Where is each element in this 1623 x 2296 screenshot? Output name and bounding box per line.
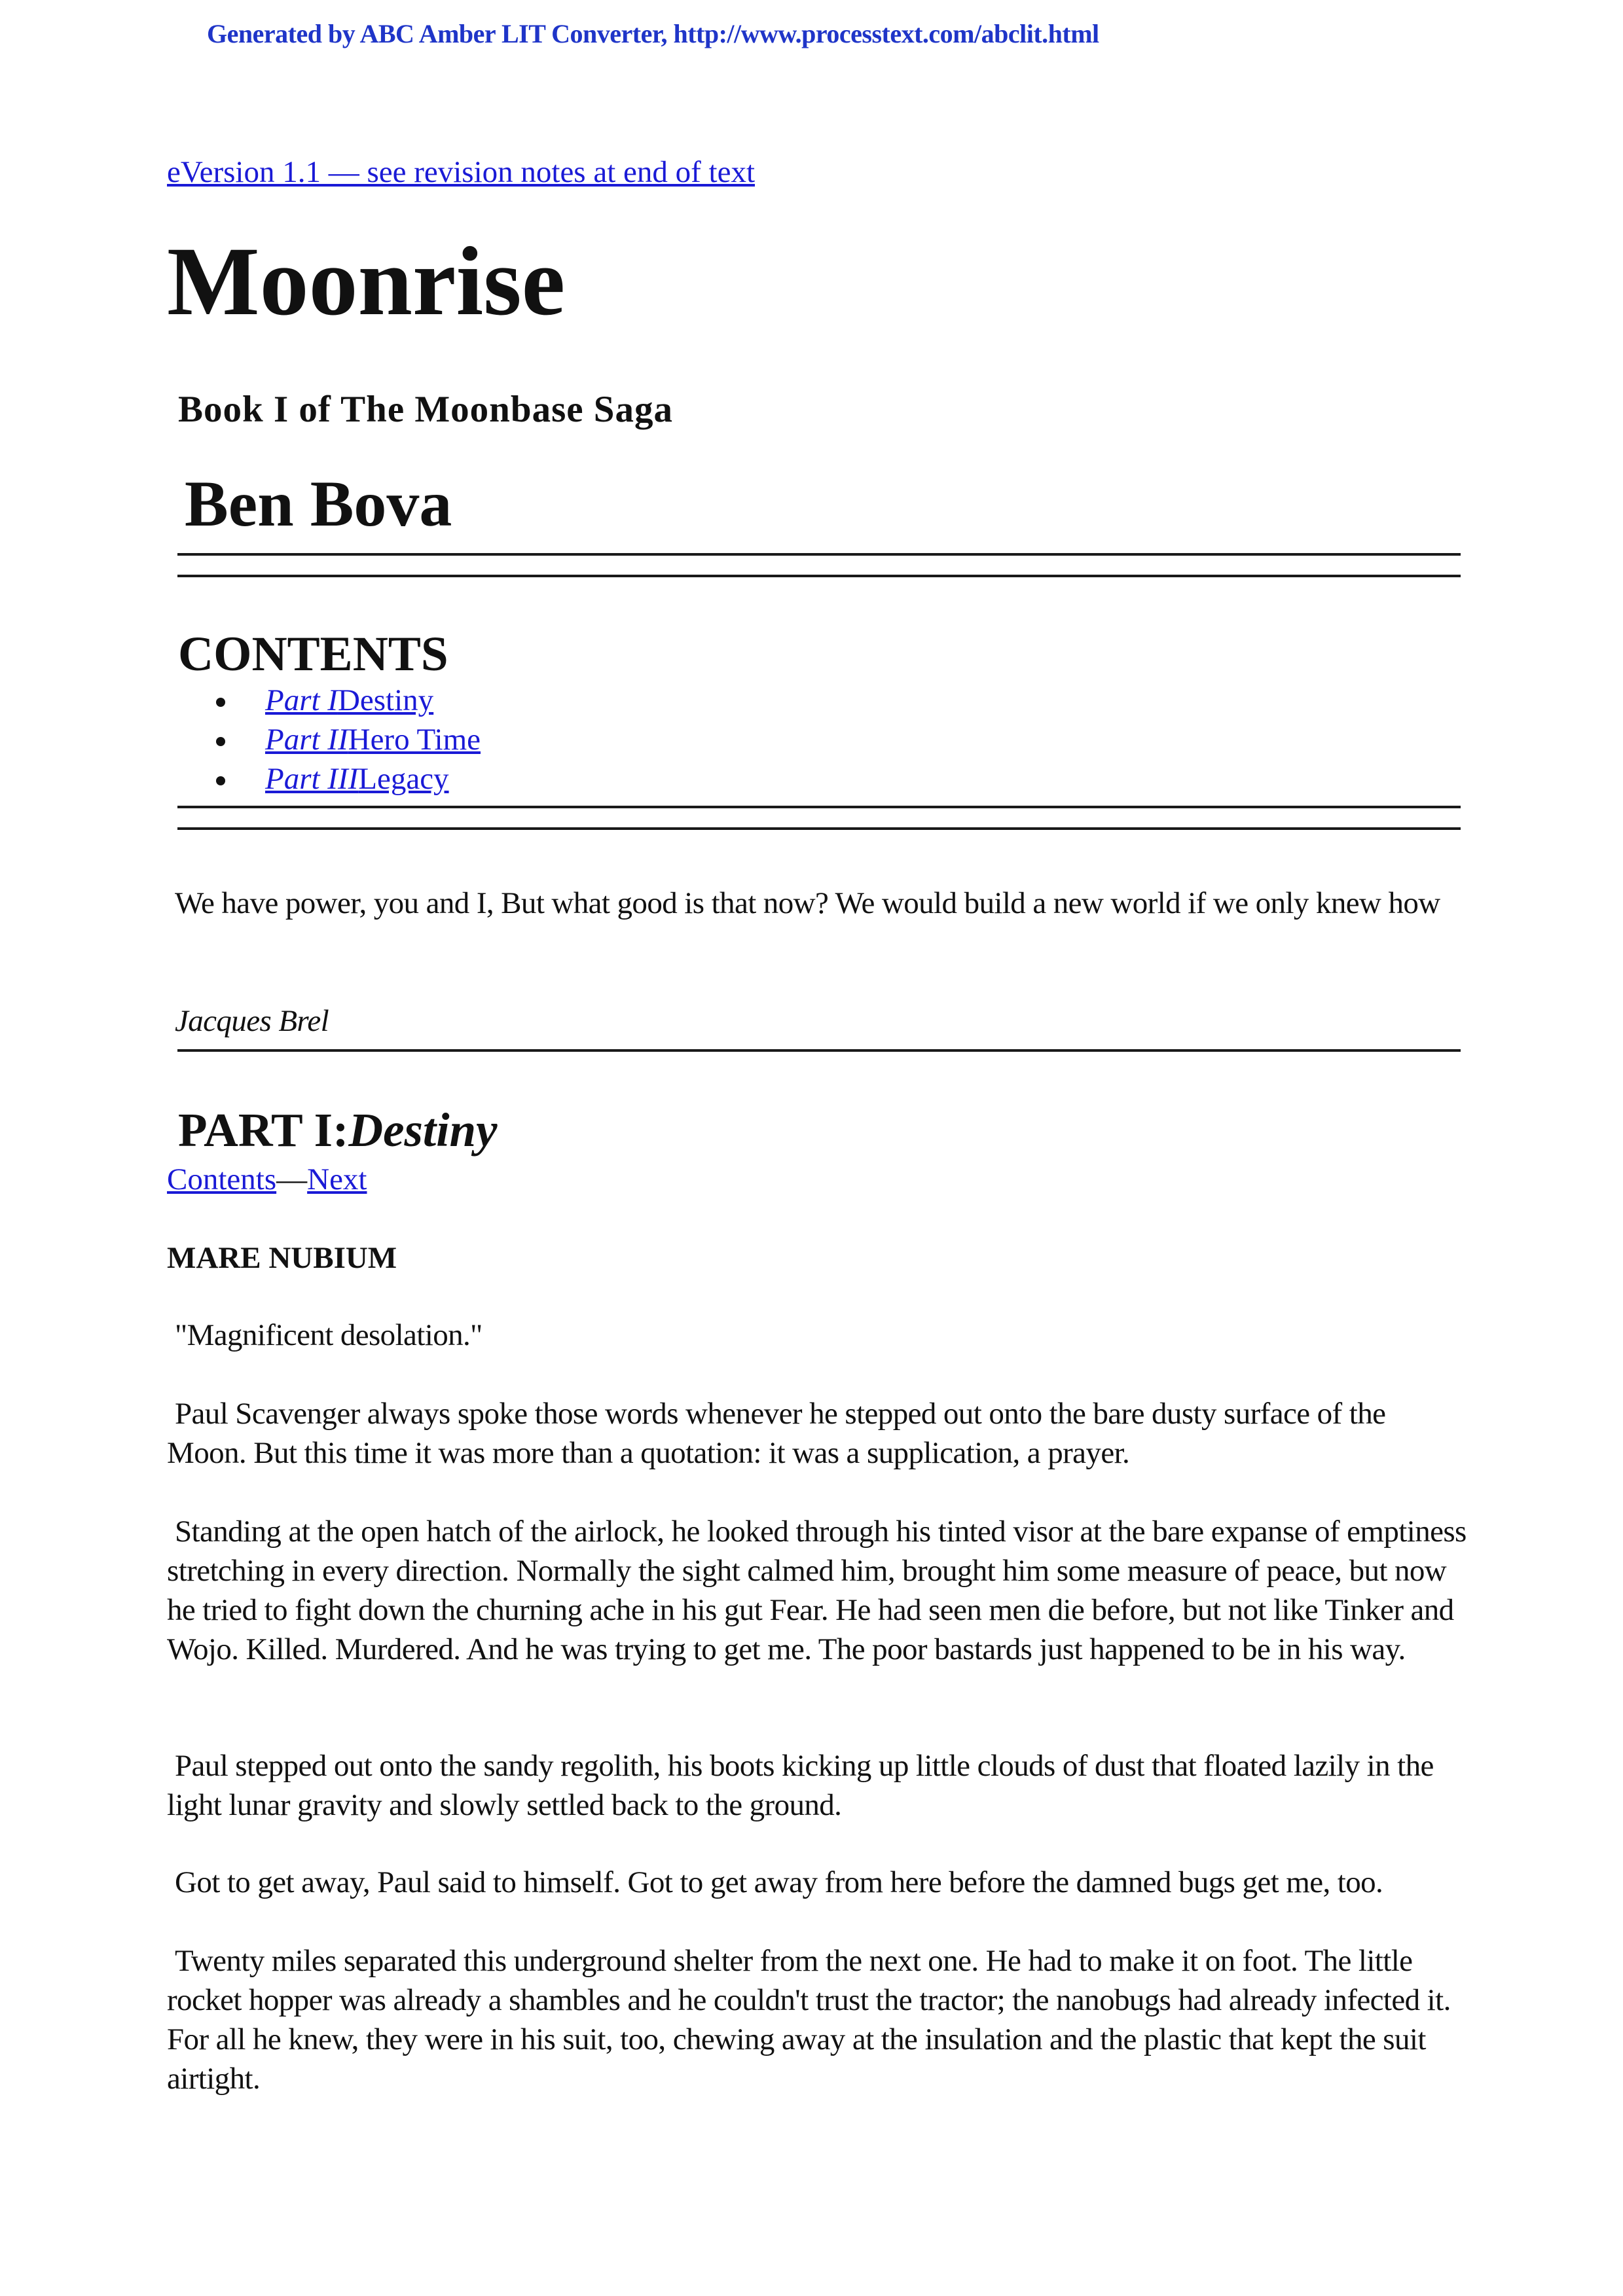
toc-part-label: Part II [265, 723, 348, 757]
book-title: Moonrise [167, 227, 566, 336]
bullet-icon [216, 776, 225, 785]
bullet-icon [216, 698, 225, 707]
epigraph-text: We have power, you and I, But what good is that now? We would build a new world if we only knew how [175, 886, 1440, 920]
toc-link-destiny[interactable] [265, 681, 433, 720]
toc-part-label: Part I [265, 683, 338, 717]
story-paragraph: Paul Scavenger always spoke those words whenever he stepped out onto the bare dusty surface of the Moon. But this time it was more than a quotation: it was a supplication, a prayer. [167, 1397, 1386, 1470]
divider-rule [177, 1049, 1461, 1052]
chapter-nav [167, 1162, 367, 1197]
toc-part-label: Part III [265, 762, 359, 796]
epigraph-attribution: Jacques Brel [175, 1004, 329, 1038]
bullet-icon [216, 737, 225, 746]
toc-part-name: Legacy [358, 762, 449, 796]
book-author: Ben Bova [185, 467, 452, 540]
nav-separator: — [276, 1162, 308, 1196]
divider-rule [177, 806, 1461, 808]
story-paragraph: Got to get away, Paul said to himself. Got to get away from here before the damned bugs get me, too. [175, 1865, 1383, 1899]
toc-link-legacy[interactable] [265, 759, 449, 798]
next-link[interactable]: Next [307, 1162, 367, 1196]
divider-rule [177, 575, 1461, 577]
book-subtitle: Book I of The Moonbase Saga [178, 389, 674, 430]
eversion-link[interactable]: eVersion 1.1 — see revision notes at end of text [167, 155, 756, 189]
contents-link[interactable]: Contents [167, 1162, 277, 1196]
contents-heading: CONTENTS [178, 627, 448, 681]
section-heading: MARE NUBIUM [167, 1241, 397, 1275]
toc-part-name: Hero Time [348, 723, 481, 757]
part-one-prefix: PART I: [178, 1103, 349, 1157]
story-paragraph: "Magnificent desolation." [175, 1318, 483, 1352]
toc-part-name: Destiny [337, 683, 434, 717]
toc-link-hero-time[interactable] [265, 720, 481, 759]
divider-rule [177, 553, 1461, 556]
part-one-title: Destiny [348, 1103, 498, 1157]
story-paragraph: Twenty miles separated this underground shelter from the next one. He had to make it on foot. The little rocket hopper was already a shambles and he couldn't trust the tractor; the nanobugs had already infected it. For all he knew, they were in his suit, too, chewing away at the insulation and the plastic that kept the suit airtight. [167, 1944, 1451, 2096]
story-paragraph: Standing at the open hatch of the airlock, he looked through his tinted visor at the bare expanse of emptiness stretching in every direction. Normally the sight calmed him, brought him some measure of peace, but now he tried to fight down the churning ache in his gut Fear. He had seen men die before, but not like Tinker and Wojo. Killed. Murdered. And he was trying to get me. The poor bastards just happened to be in his way. [167, 1515, 1467, 1666]
divider-rule [177, 827, 1461, 830]
story-paragraph: Paul stepped out onto the sandy regolith, his boots kicking up little clouds of dust that floated lazily in the light lunar gravity and slowly settled back to the ground. [167, 1749, 1434, 1822]
part-one-heading [178, 1103, 498, 1157]
generator-banner: Generated by ABC Amber LIT Converter, http://www.processtext.com/abclit.html [207, 19, 1099, 48]
